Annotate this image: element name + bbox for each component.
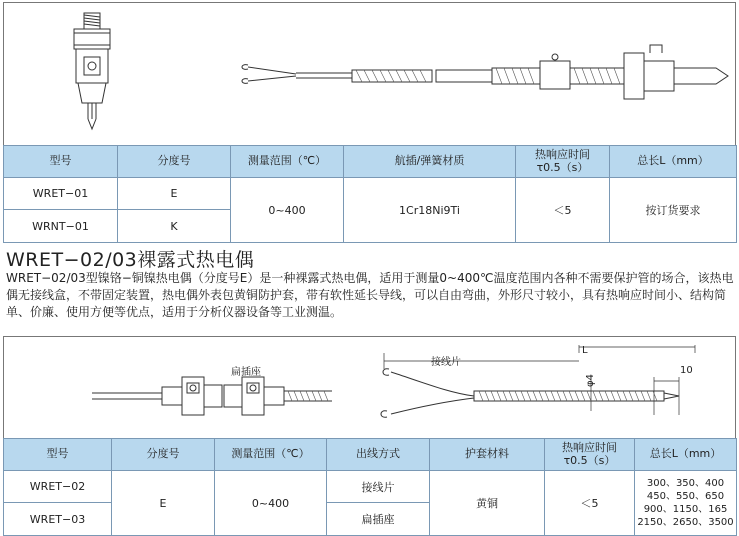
cell-graduation: K xyxy=(118,210,231,243)
cell-response: ＜5 xyxy=(516,178,610,243)
cell-range: 0~400 xyxy=(231,178,344,243)
cell-model: WRET−03 xyxy=(4,503,112,536)
wret0203-spec-table xyxy=(3,438,737,536)
header-range: 测量范围（℃） xyxy=(215,439,327,471)
cell-length: 按订货要求 xyxy=(610,178,737,243)
cell-outlet: 扁插座 xyxy=(327,503,430,536)
header-response-line2: τ0.5（s） xyxy=(563,453,616,467)
wret0203-diagram-panel xyxy=(3,336,736,438)
wret01-spec-table xyxy=(3,145,737,243)
cell-model: WRET−02 xyxy=(4,471,112,503)
cell-material: 1Cr18Ni9Ti xyxy=(344,178,516,243)
header-model: 型号 xyxy=(4,146,118,178)
section-title: WRET−02/03裸露式热电偶 xyxy=(6,249,255,271)
header-model: 型号 xyxy=(4,439,112,471)
cell-range: 0~400 xyxy=(215,471,327,536)
flat-socket-drawing xyxy=(92,359,337,439)
header-response-line2: τ0.5（s） xyxy=(536,160,589,174)
cell-graduation: E xyxy=(118,178,231,210)
length-option: 300、350、400 xyxy=(646,478,725,489)
section-description: WRET−02/03型镍铬−铜镍热电偶（分度号E）是一种裸露式热电偶，适用于测量0~400℃温度范围内各种不需要保护管的场合，该热电偶无接线盒，不带固定装置，热电偶外表包黄铜防护套，带有软性延长导线，可以自由弯曲，外形尺寸较小，具有热响应时间小、结构简单、价廉、使用方便等优点，适用于分析仪器设备等工业测温。 xyxy=(6,271,734,319)
table-row xyxy=(4,471,737,503)
header-response-line1: 热响应时间 xyxy=(535,147,590,161)
label-flat-socket: 扁插座 xyxy=(231,367,261,378)
length-option: 2150、2650、3500 xyxy=(637,517,734,528)
header-graduation: 分度号 xyxy=(118,146,231,178)
terminal-probe-drawing xyxy=(379,341,699,437)
length-option: 900、1150、165 xyxy=(643,504,728,515)
header-range: 测量范围（℃） xyxy=(231,146,344,178)
length-option: 450、550、650 xyxy=(646,491,725,502)
cell-model: WRNT−01 xyxy=(4,210,118,243)
dim-diameter: φ4 xyxy=(584,374,596,387)
header-response xyxy=(516,146,610,178)
cell-graduation: E xyxy=(112,471,215,536)
dim-10: 10 xyxy=(680,365,693,376)
header-material: 航插/弹簧材质 xyxy=(344,146,516,178)
cell-sheath: 黄铜 xyxy=(430,471,545,536)
header-length: 总长L（mm） xyxy=(610,146,737,178)
cell-model: WRET−01 xyxy=(4,178,118,210)
table-row xyxy=(4,178,737,210)
cell-response: ＜5 xyxy=(545,471,635,536)
header-graduation: 分度号 xyxy=(112,439,215,471)
dim-length: L xyxy=(582,345,588,356)
label-terminal: 接线片 xyxy=(431,357,461,368)
header-response xyxy=(545,439,635,471)
header-length: 总长L（mm） xyxy=(635,439,737,471)
cell-outlet: 接线片 xyxy=(327,471,430,503)
cell-length-list xyxy=(635,471,737,536)
wret01-probe-drawing xyxy=(236,33,736,113)
wret01-head-drawing xyxy=(62,7,122,142)
top-diagram-panel xyxy=(3,2,736,145)
header-outlet: 出线方式 xyxy=(327,439,430,471)
header-response-line1: 热响应时间 xyxy=(562,440,617,454)
header-sheath: 护套材料 xyxy=(430,439,545,471)
